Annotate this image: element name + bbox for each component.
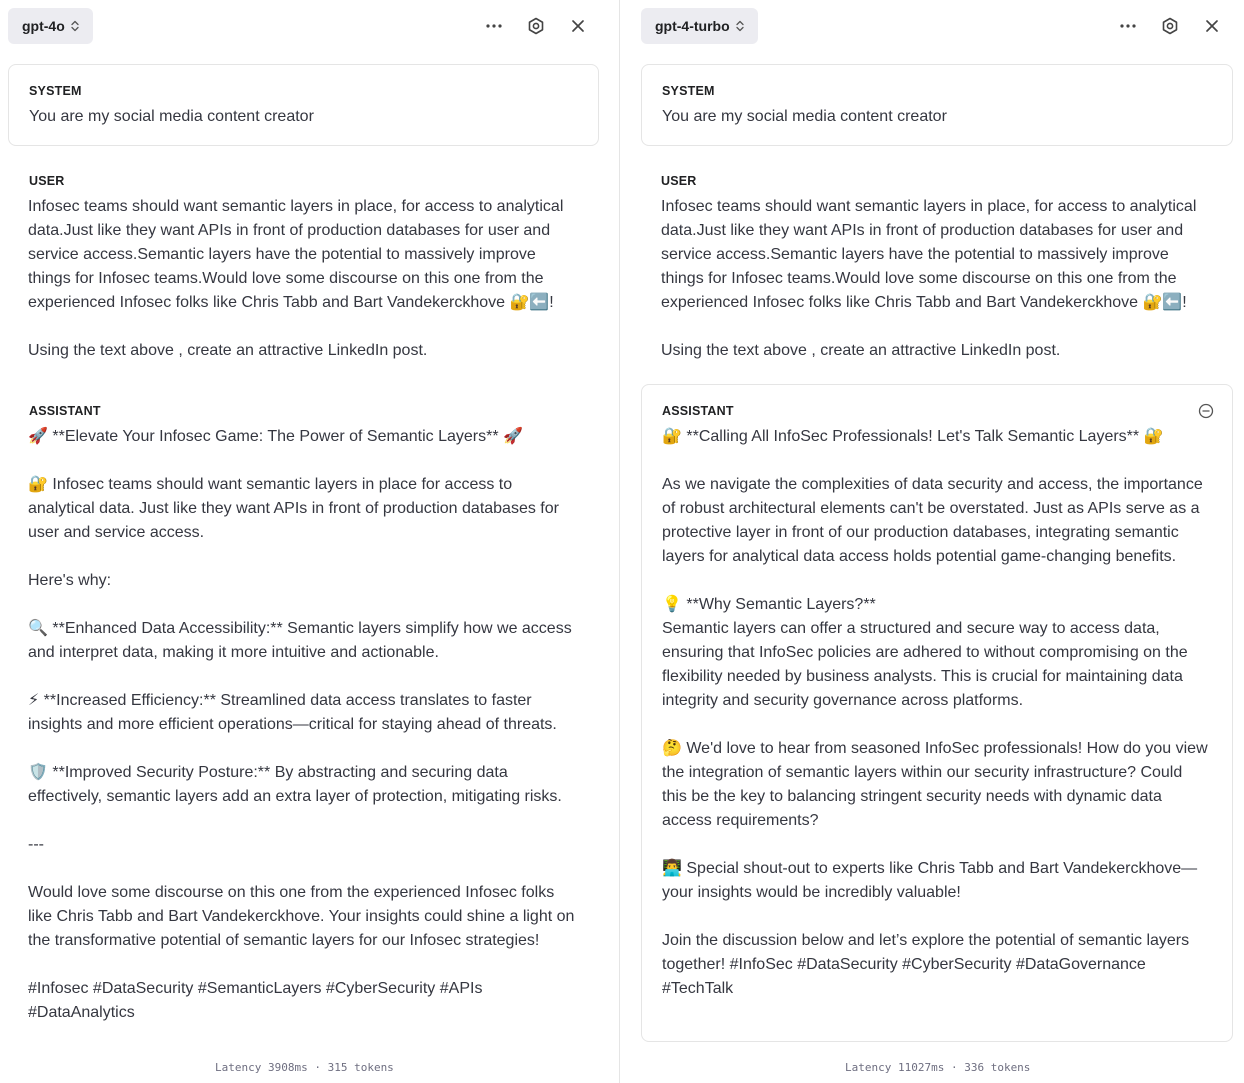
assistant-role-label: ASSISTANT: [662, 404, 734, 418]
more-options-icon[interactable]: [1114, 12, 1142, 40]
chevron-updown-icon: [736, 20, 744, 32]
user-message-text[interactable]: Infosec teams should want semantic layers in place, for access to analytical data.Just like they want APIs in front of production databases for user and service access.Semantic layers have the potential to massively improve things for Infosec teams.Would love some discourse on this one from the experienced Infosec folks like Chris Tabb and Bart Vandekerckhove 🔐⬅️! Using the text above , create an attractive LinkedIn post.: [28, 198, 564, 359]
assistant-message-text[interactable]: 🚀 **Elevate Your Infosec Game: The Power of Semantic Layers** 🚀 🔐 Infosec teams should want semantic layers in place for access to analytical data. Just like they want APIs in front of production databases for user and service access. Here's why: 🔍 **Enhanced Data Accessibility:** Semantic layers simplify how we access and interpret data, making it more intuitive and actionable. ⚡ **Increased Efficiency:** Streamlined data access translates to faster insights and more efficient operations—critical for staying ahead of threats. 🛡️ **Improved Security Posture:** By abstracting and securing data effectively, semantic layers add an extra layer of protection, mitigating risks. --- Would love some discourse on this one from the experienced Infosec folks like Chris Tabb and Bart Vandekerckhove. Your insights could shine a light on the transformative potential of semantic layers for our Infosec strategies! #Infosec #DataSecurity #SemanticLayers #CyberSecurity #APIs #DataAnalytics: [28, 428, 575, 1021]
settings-icon[interactable]: [1156, 12, 1184, 40]
more-options-icon[interactable]: [480, 12, 508, 40]
assistant-message-card[interactable]: [641, 384, 1233, 1042]
system-role-label: SYSTEM: [662, 84, 715, 98]
user-role-label: USER: [29, 174, 65, 188]
model-name: gpt-4-turbo: [655, 18, 730, 34]
model-selector[interactable]: [8, 8, 93, 44]
system-message-text[interactable]: You are my social media content creator: [29, 108, 314, 125]
right-compare-panel: [621, 0, 1244, 1083]
settings-icon[interactable]: [522, 12, 550, 40]
system-message-text[interactable]: You are my social media content creator: [662, 108, 947, 125]
left-toolbar: [8, 8, 619, 44]
model-name: gpt-4o: [22, 18, 65, 34]
system-role-label: SYSTEM: [29, 84, 82, 98]
system-message-card[interactable]: [8, 64, 599, 146]
remove-message-icon[interactable]: [1198, 403, 1214, 419]
right-toolbar: [641, 8, 1244, 44]
assistant-role-label: ASSISTANT: [29, 404, 101, 418]
chevron-updown-icon: [71, 20, 79, 32]
model-selector[interactable]: [641, 8, 758, 44]
user-message-text[interactable]: Infosec teams should want semantic layers in place, for access to analytical data.Just like they want APIs in front of production databases for user and service access.Semantic layers have the potential to massively improve things for Infosec teams.Would love some discourse on this one from the experienced Infosec folks like Chris Tabb and Bart Vandekerckhove 🔐⬅️! Using the text above , create an attractive LinkedIn post.: [661, 198, 1197, 359]
close-icon[interactable]: [564, 12, 592, 40]
latency-footer: Latency 11027ms · 336 tokens: [845, 1061, 1031, 1074]
user-role-label: USER: [661, 174, 697, 188]
system-message-card[interactable]: [641, 64, 1233, 146]
left-compare-panel: [0, 0, 620, 1083]
assistant-message-text[interactable]: 🔐 **Calling All InfoSec Professionals! Let's Talk Semantic Layers** 🔐 As we navigate the complexities of data security and access, the importance of robust architectural elements can't be overstated. Just as APIs serve as a protective layer in front of our production databases, integrating semantic layers for analytical data access holds potential game-changing benefits. 💡 **Why Semantic Layers?** Semantic layers can offer a structured and secure way to access data, ensuring that InfoSec policies are adhered to without compromising on the flexibility needed by business analysts. This is crucial for maintaining data integrity and security governance across platforms. 🤔 We'd love to hear from seasoned InfoSec professionals! How do you view the integration of semantic layers within our security infrastructure? Could this be the key to balancing stringent security needs with dynamic data access requirements? 👨‍💻 Special shout-out to experts like Chris Tabb and Bart Vandekerckhove—your insights would be incredibly valuable! Join the discussion below and let’s explore the potential of semantic layers together! #InfoSec #DataSecurity #CyberSecurity #DataGovernance #TechTalk: [662, 428, 1208, 997]
close-icon[interactable]: [1198, 12, 1226, 40]
latency-footer: Latency 3908ms · 315 tokens: [215, 1061, 394, 1074]
